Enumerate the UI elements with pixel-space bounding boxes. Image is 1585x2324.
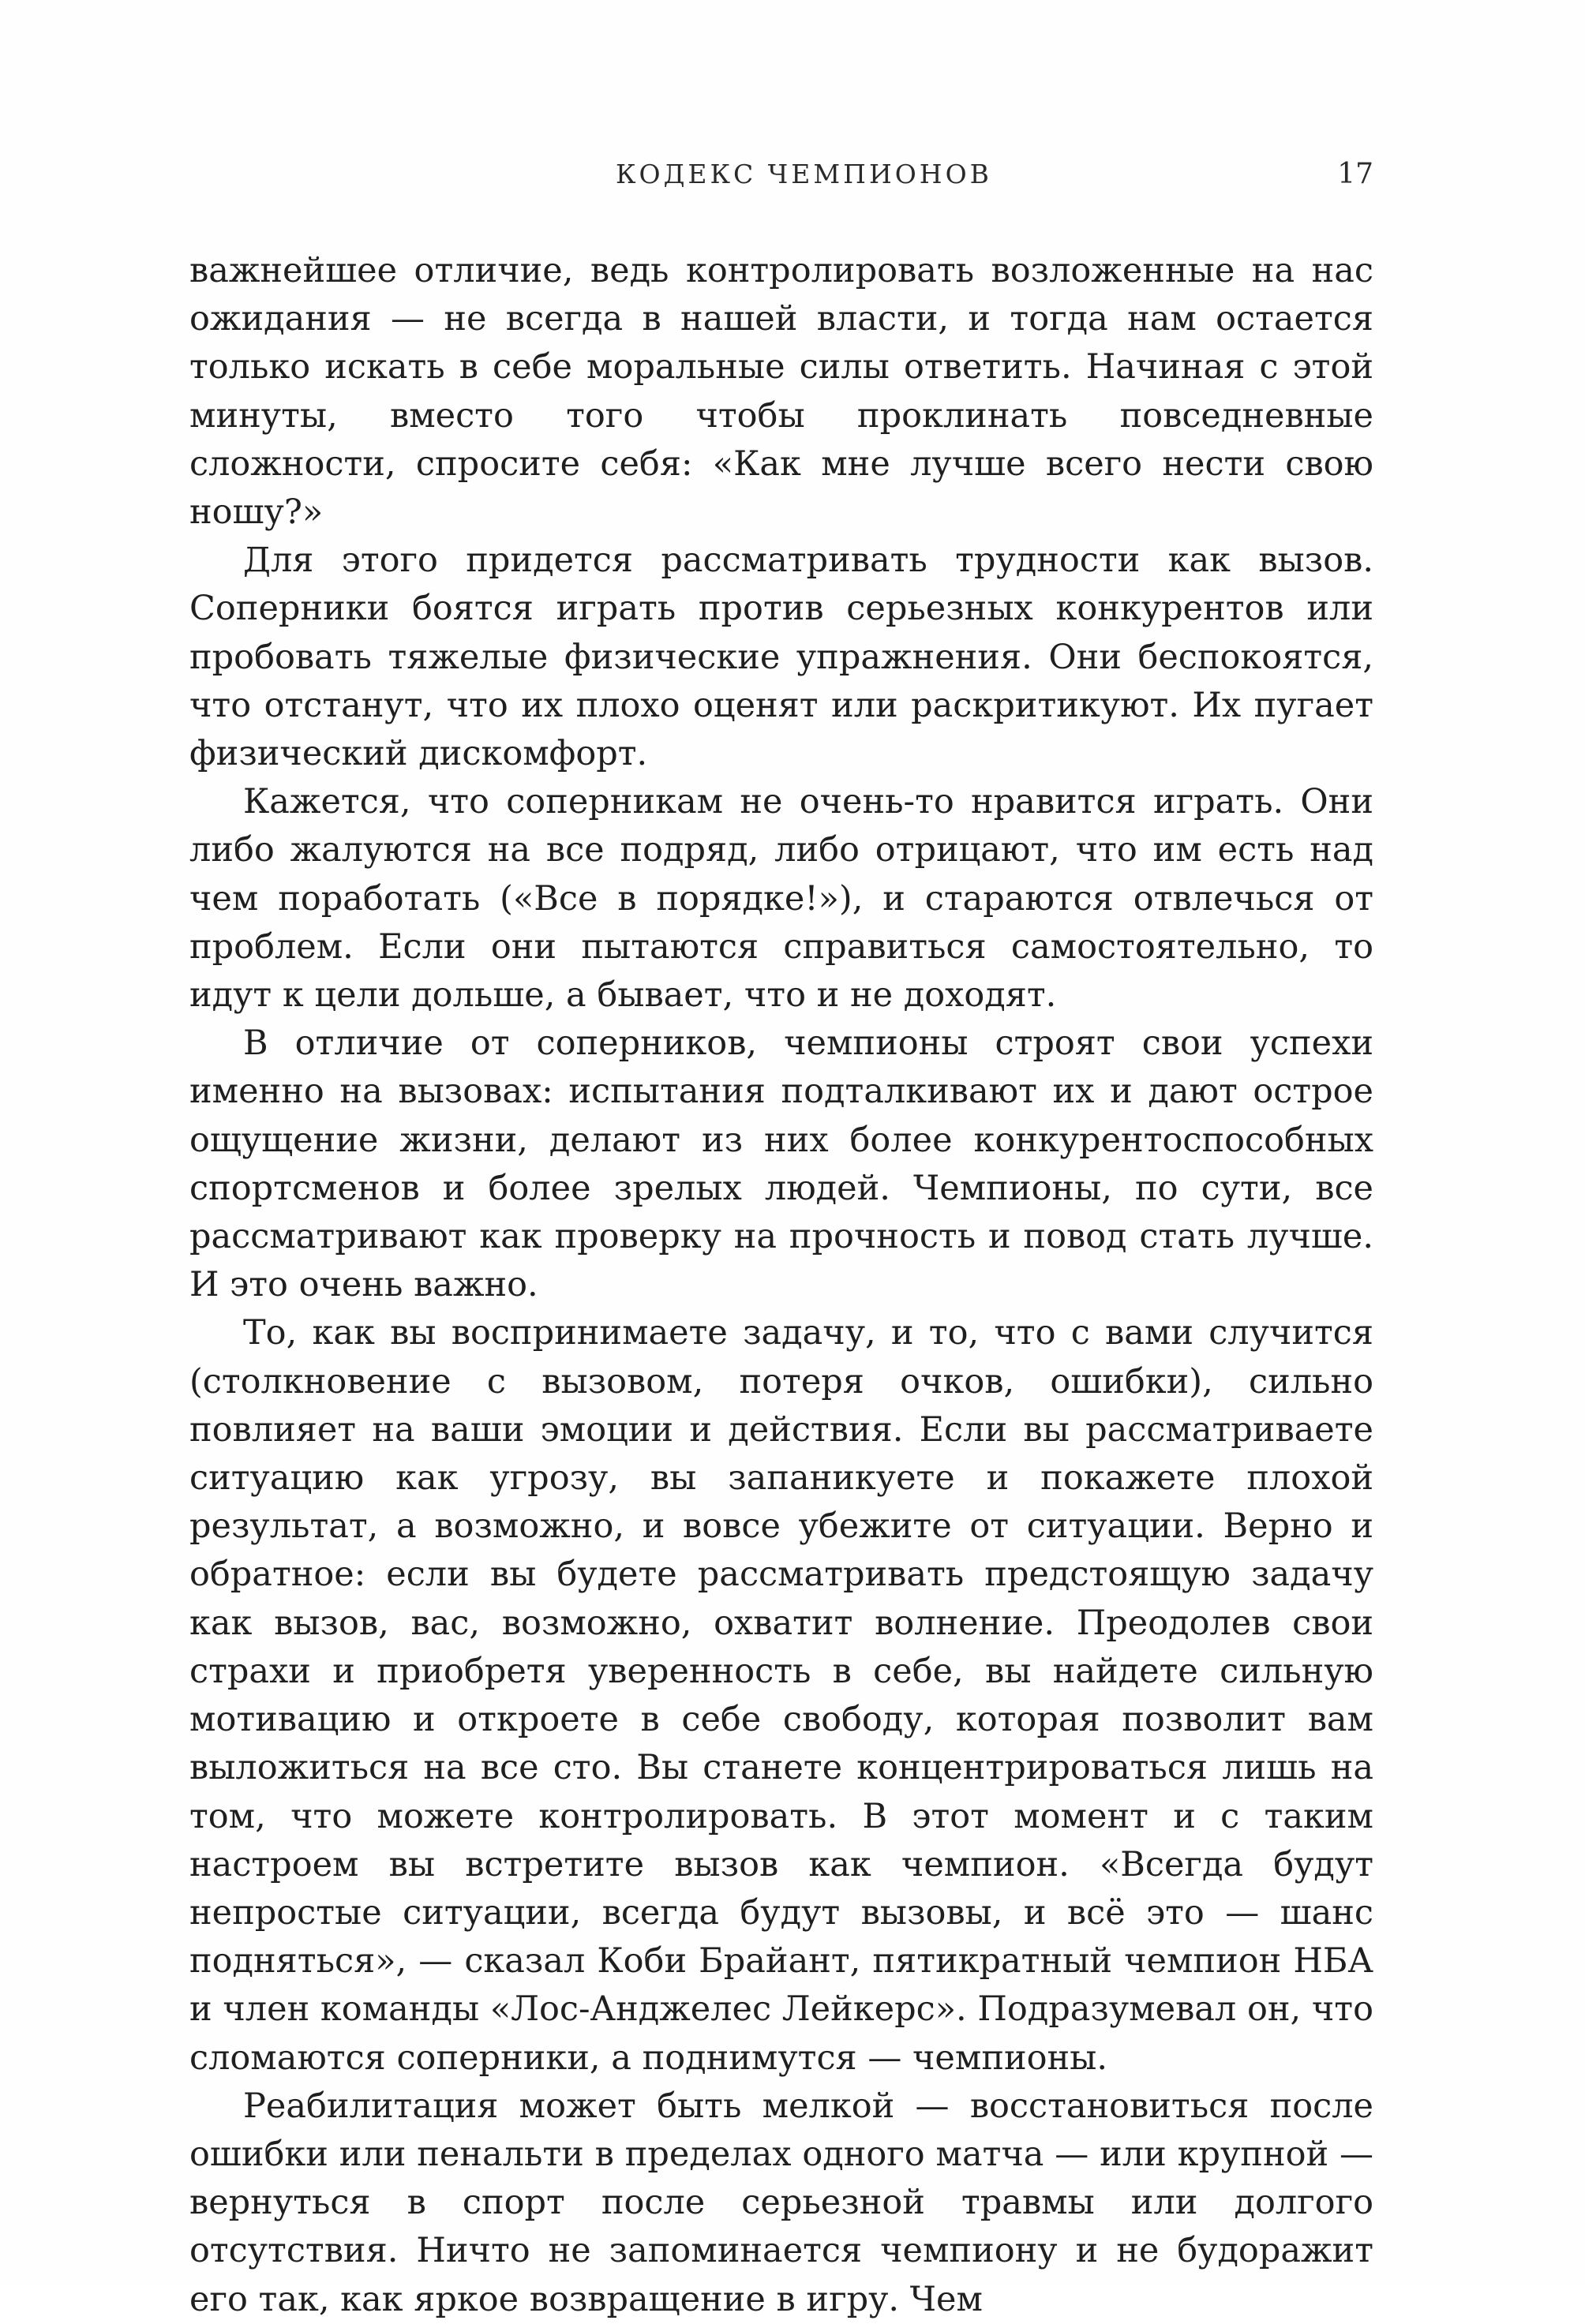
running-header xyxy=(0,155,1585,194)
paragraph: важнейшее отличие, ведь контролировать возложенные на нас ожидания — не всегда в нашей власти, и тогда нам остается только искать в себе моральные силы ответить. Начиная с этой минуты, вместо того чтобы проклинать повседневные сложности, спросите себя: «Как мне лучше всего нести свою ношу?» xyxy=(189,251,1373,533)
paragraph: То, как вы воспринимаете задачу, и то, что с вами случится (столкновение с вызовом, потеря очков, ошибки), сильно повлияет на ваши эмоции и действия. Если вы рассматриваете ситуацию как угрозу, вы запаникуете и покажете плохой результат, а возможно, и вовсе убежите от ситуации. Верно и обратное: если вы будете рассматривать предстоящую задачу как вызов, вас, возможно, охватит волнение. Преодолев свои страхи и приобретя уверенность в себе, вы найдете сильную мотивацию и откроете в себе свободу, которая позволит вам выложиться на все сто. Вы станете концентрироваться лишь на том, что можете контролировать. В этот момент и с таким настроем вы встретите вызов как чемпион. «Всегда будут непростые ситуации, всегда будут вызовы, и всё это — шанс подняться», — сказал Коби Брайант, пятикратный чемпион НБА и член команды «Лос-Анджелес Лейкерс». Подразумевал он, что сломаются соперники, а поднимутся — чемпионы. xyxy=(189,1313,1373,2078)
paragraph: Кажется, что соперникам не очень-то нравится играть. Они либо жалуются на все подряд, либо отрицают, что им есть над чем поработать («Все в порядке!»), и стараются отвлечься от проблем. Если они пытаются справиться самостоятельно, то идут к цели дольше, а бывает, что и не доходят. xyxy=(189,782,1373,1016)
running-title: КОДЕКС ЧЕМПИОНОВ xyxy=(616,159,992,189)
paragraph: В отличие от соперников, чемпионы строят свои успехи именно на вызовах: испытания подталкивают их и дают острое ощущение жизни, делают из них более конкурентоспособных спортсменов и более зрелых людей. Чемпионы, по сути, все рассматривают как проверку на прочность и повод стать лучше. И это очень важно. xyxy=(189,1024,1373,1305)
page-number: 17 xyxy=(1337,158,1373,190)
body-text xyxy=(189,247,1373,2324)
paragraph: Для этого придется рассматривать трудности как вызов. Соперники боятся играть против серьезных конкурентов или пробовать тяжелые физические упражнения. Они беспокоятся, что отстанут, что их плохо оценят или раскритикуют. Их пугает физический дискомфорт. xyxy=(189,541,1373,774)
paragraph: Реабилитация может быть мелкой — восстановиться после ошибки или пенальти в пределах одного матча — или крупной — вернуться в спорт после серьезной травмы или долгого отсутствия. Ничто не запоминается чемпиону и не будоражит его так, как яркое возвращение в игру. Чем xyxy=(189,2086,1373,2319)
